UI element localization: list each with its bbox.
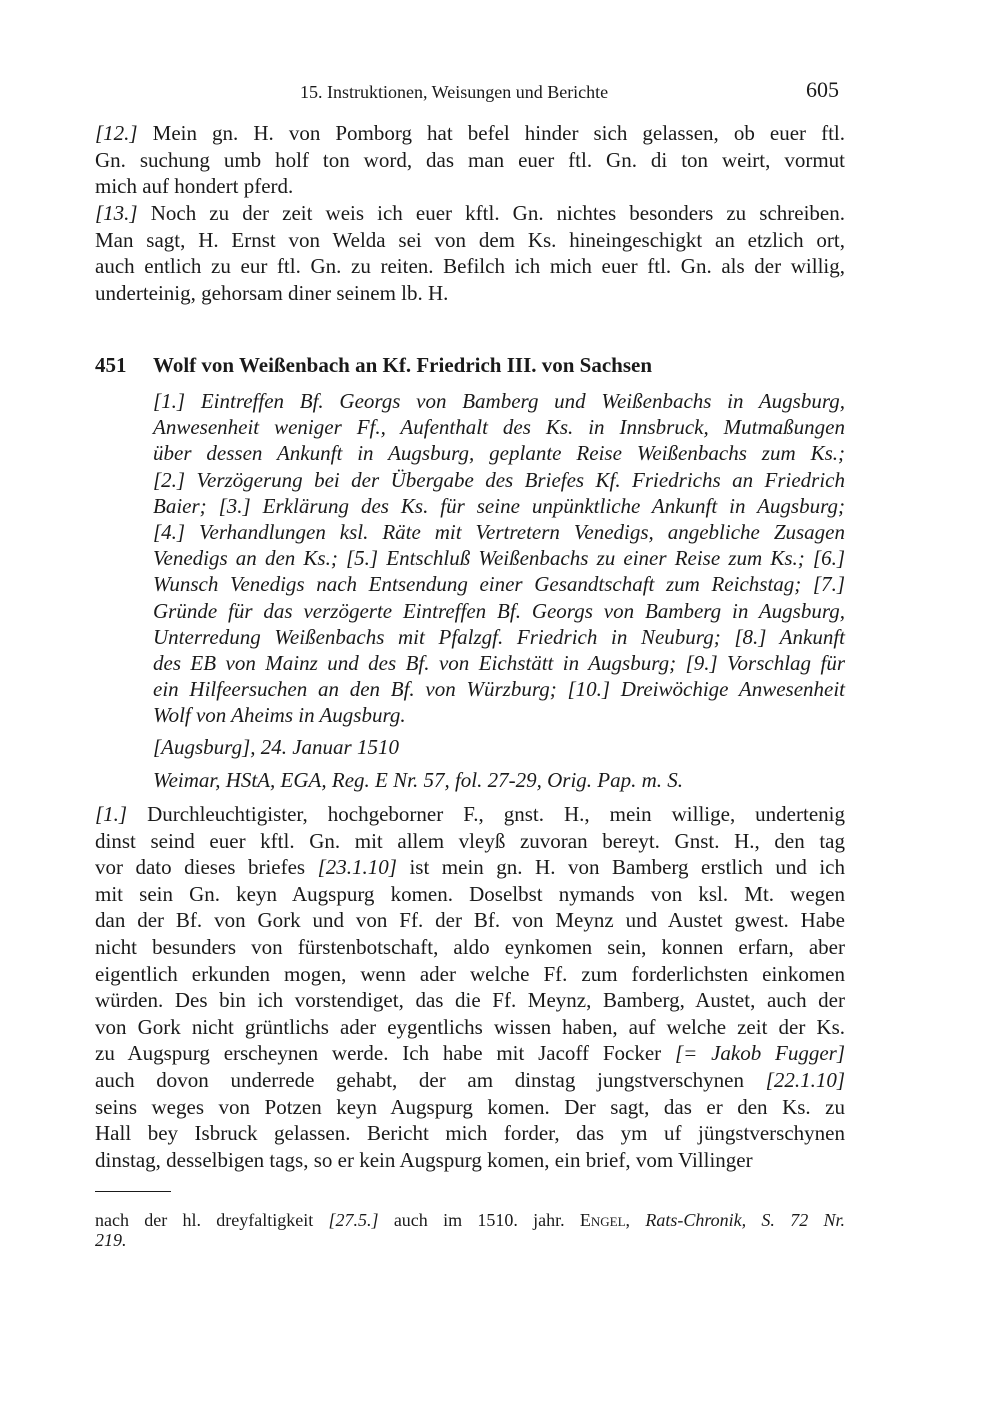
text-line	[153, 598, 845, 625]
text-line	[153, 734, 845, 761]
text: auch im 1510. jahr.	[378, 1210, 580, 1230]
text: nach der hl. dreyfaltigkeit	[95, 1210, 329, 1230]
author-name: Engel	[579, 1210, 626, 1230]
italic-text: Weimar, HStA, EGA, Reg. E Nr. 57, fol. 27-29, Orig. Pap. m. S.	[153, 768, 684, 792]
text-line	[95, 173, 845, 200]
text-line	[153, 702, 845, 729]
text-line	[95, 907, 845, 934]
italic-text: [2.] Verzögerung bei der Übergabe des Briefes Kf. Friedrichs an Friedrich	[153, 467, 845, 492]
italic-text: Wolf von Aheims in Augsburg.	[153, 703, 406, 728]
italic-text: [4.] Verhandlungen ksl. Räte mit Vertretern Venedigs, angebliche Zusagen	[153, 520, 845, 544]
text: dinst seind euer kftl. Gn. mit allem vleyß zuvoran bereyt. Gnst. H., den tag	[95, 828, 845, 853]
text: Durchleuchtigister, hochgeborner F., gnst. H., mein willige, undertenig	[127, 802, 845, 826]
text-line	[95, 227, 845, 254]
text: mich auf hondert pferd.	[95, 174, 294, 199]
text-line	[95, 1014, 845, 1041]
text: vor dato dieses briefes	[95, 855, 318, 880]
italic-text: [1.]	[95, 802, 128, 826]
italic-text: [Augsburg], 24. Januar 1510	[153, 735, 399, 759]
text: Man sagt, H. Ernst von Welda sei von dem Ks. hineingeschigkt an etzlich ort,	[95, 227, 845, 252]
text-line	[95, 147, 845, 174]
text: zu Augspurg erscheynen werde. Ich habe mit Jacoff Focker	[95, 1041, 675, 1066]
text: ,	[625, 1210, 646, 1230]
entry-title: Wolf von Weißenbach an Kf. Friedrich III. von Sachsen	[153, 353, 653, 377]
italic-text: Anwesenheit weniger Ff., Aufenthalt des Ks. in Innsbruck, Mutmaßungen	[153, 415, 845, 440]
text-line	[153, 440, 845, 467]
text-line	[95, 934, 845, 961]
text-line	[153, 493, 845, 520]
text: Mein gn. H. von Pomborg hat befel hinder sich gelassen, ob euer ftl.	[137, 121, 845, 145]
text: seins weges von Potzen keyn Augspurg komen. Der sagt, das er den Ks. zu	[95, 1094, 845, 1119]
text-line	[95, 1120, 845, 1147]
italic-text: Rats-Chronik, S. 72 Nr.	[645, 1210, 845, 1230]
text-line	[153, 767, 845, 794]
text-line	[95, 801, 845, 828]
italic-text: 219.	[95, 1230, 127, 1250]
text-line	[153, 414, 845, 441]
text-line	[153, 467, 845, 494]
italic-text: über dessen Ankunft in Augsburg, geplante Reise Weißenbachs zum Ks.;	[153, 441, 845, 466]
text: würden. Des bin ich vorstendiget, das die Ff. Meynz, Bamberg, Austet, auch der	[95, 988, 845, 1013]
italic-text: [= Jakob Fugger]	[674, 1041, 845, 1066]
running-head: 15. Instruktionen, Weisungen und Berichte	[300, 82, 609, 102]
text-line	[95, 200, 845, 227]
text: von Gork nicht grüntlichs ader eygentlichs wissen haben, auf welche zeit der Ks.	[95, 1014, 845, 1039]
text-line	[95, 1040, 845, 1067]
text-line	[153, 545, 845, 572]
text-line	[95, 881, 845, 908]
text: dinstag, desselbigen tags, so er kein Augspurg komen, ein brief, vom Villinger	[95, 1147, 753, 1172]
italic-text: Gründe für das verzögerte Eintreffen Bf. Georgs von Bamberg in Augsburg,	[153, 598, 845, 623]
italic-text: Venedigs an den Ks.; [5.] Entschluß Weißenbachs zu einer Reise zum Ks.; [6.]	[153, 546, 845, 571]
text: Noch zu der zeit weis ich euer kftl. Gn. nichtes besonders zu schreiben.	[137, 201, 845, 225]
text: eigentlich erkunden mogen, wenn ader welche Ff. zum forderlichsten einkomen	[95, 961, 845, 986]
italic-text: [12.]	[95, 121, 138, 145]
italic-text: des EB von Mainz und des Bf. von Eichstätt in Augsburg; [9.] Vorschlag für	[153, 651, 845, 675]
italic-text: Wunsch Venedigs nach Entsendung einer Gesandtschaft zum Reichstag; [7.]	[153, 572, 845, 597]
text-line	[153, 388, 845, 415]
text: nicht besunders von fürstenbotschaft, aldo eynkomen sein, konnen erfarn, aber	[95, 935, 845, 959]
text-line	[95, 120, 845, 147]
italic-text: [22.1.10]	[765, 1068, 845, 1092]
text: auch dovon underrede gehabt, der am dinstag jungstverschynen	[95, 1068, 766, 1092]
text: mit sein Gn. keyn Augspurg komen. Doselbst nymands von ksl. Mt. wegen	[95, 881, 845, 906]
text: dan der Bf. von Gork und von Ff. der Bf. von Meynz und Austet gwest. Habe	[95, 908, 845, 933]
text-line	[95, 1230, 845, 1251]
italic-text: [1.] Eintreffen Bf. Georgs von Bamberg und Weißenbachs in Augsburg,	[153, 389, 845, 413]
text: underteinig, gehorsam diner seinem lb. H.	[95, 280, 449, 305]
text-line	[95, 961, 845, 988]
text-line	[95, 1094, 845, 1121]
italic-text: ein Hilfeersuchen an den Bf. von Würzburg; [10.] Dreiwöchige Anwesenheit	[153, 677, 845, 702]
text-line	[95, 1210, 845, 1231]
text: Hall bey Isbruck gelassen. Bericht mich forder, das ym uf jüngstverschynen	[95, 1121, 845, 1146]
text: Gn. suchung umb holf ton word, das man euer ftl. Gn. di ton weirt, vormut	[95, 147, 845, 172]
text-line	[153, 519, 845, 546]
text: auch entlich zu eur ftl. Gn. zu reiten. Befilch ich mich euer ftl. Gn. als der willig,	[95, 254, 845, 279]
text-line	[95, 987, 845, 1014]
italic-text: Unterredung Weißenbachs mit Pfalzgf. Friedrich in Neuburg; [8.] Ankunft	[153, 624, 845, 649]
italic-text: [23.1.10]	[317, 855, 397, 880]
italic-text: Baier; [3.] Erklärung des Ks. für seine unpünktliche Ankunft in Augsburg;	[153, 493, 845, 518]
page-number: 605	[806, 77, 839, 102]
italic-text: [27.5.]	[328, 1210, 379, 1230]
entry-number: 451	[95, 353, 127, 377]
text-line	[153, 624, 845, 651]
text-line	[153, 650, 845, 677]
text-line	[95, 828, 845, 855]
text: ist mein gn. H. von Bamberg erstlich und ich	[396, 855, 846, 880]
text-line	[95, 854, 845, 881]
footnote-rule	[95, 1191, 171, 1192]
text-line	[95, 280, 845, 307]
text-line	[95, 1147, 845, 1174]
text-line	[95, 1067, 845, 1094]
text-line	[95, 253, 845, 280]
italic-text: [13.]	[95, 201, 138, 225]
text-line	[153, 676, 845, 703]
text-line	[153, 571, 845, 598]
